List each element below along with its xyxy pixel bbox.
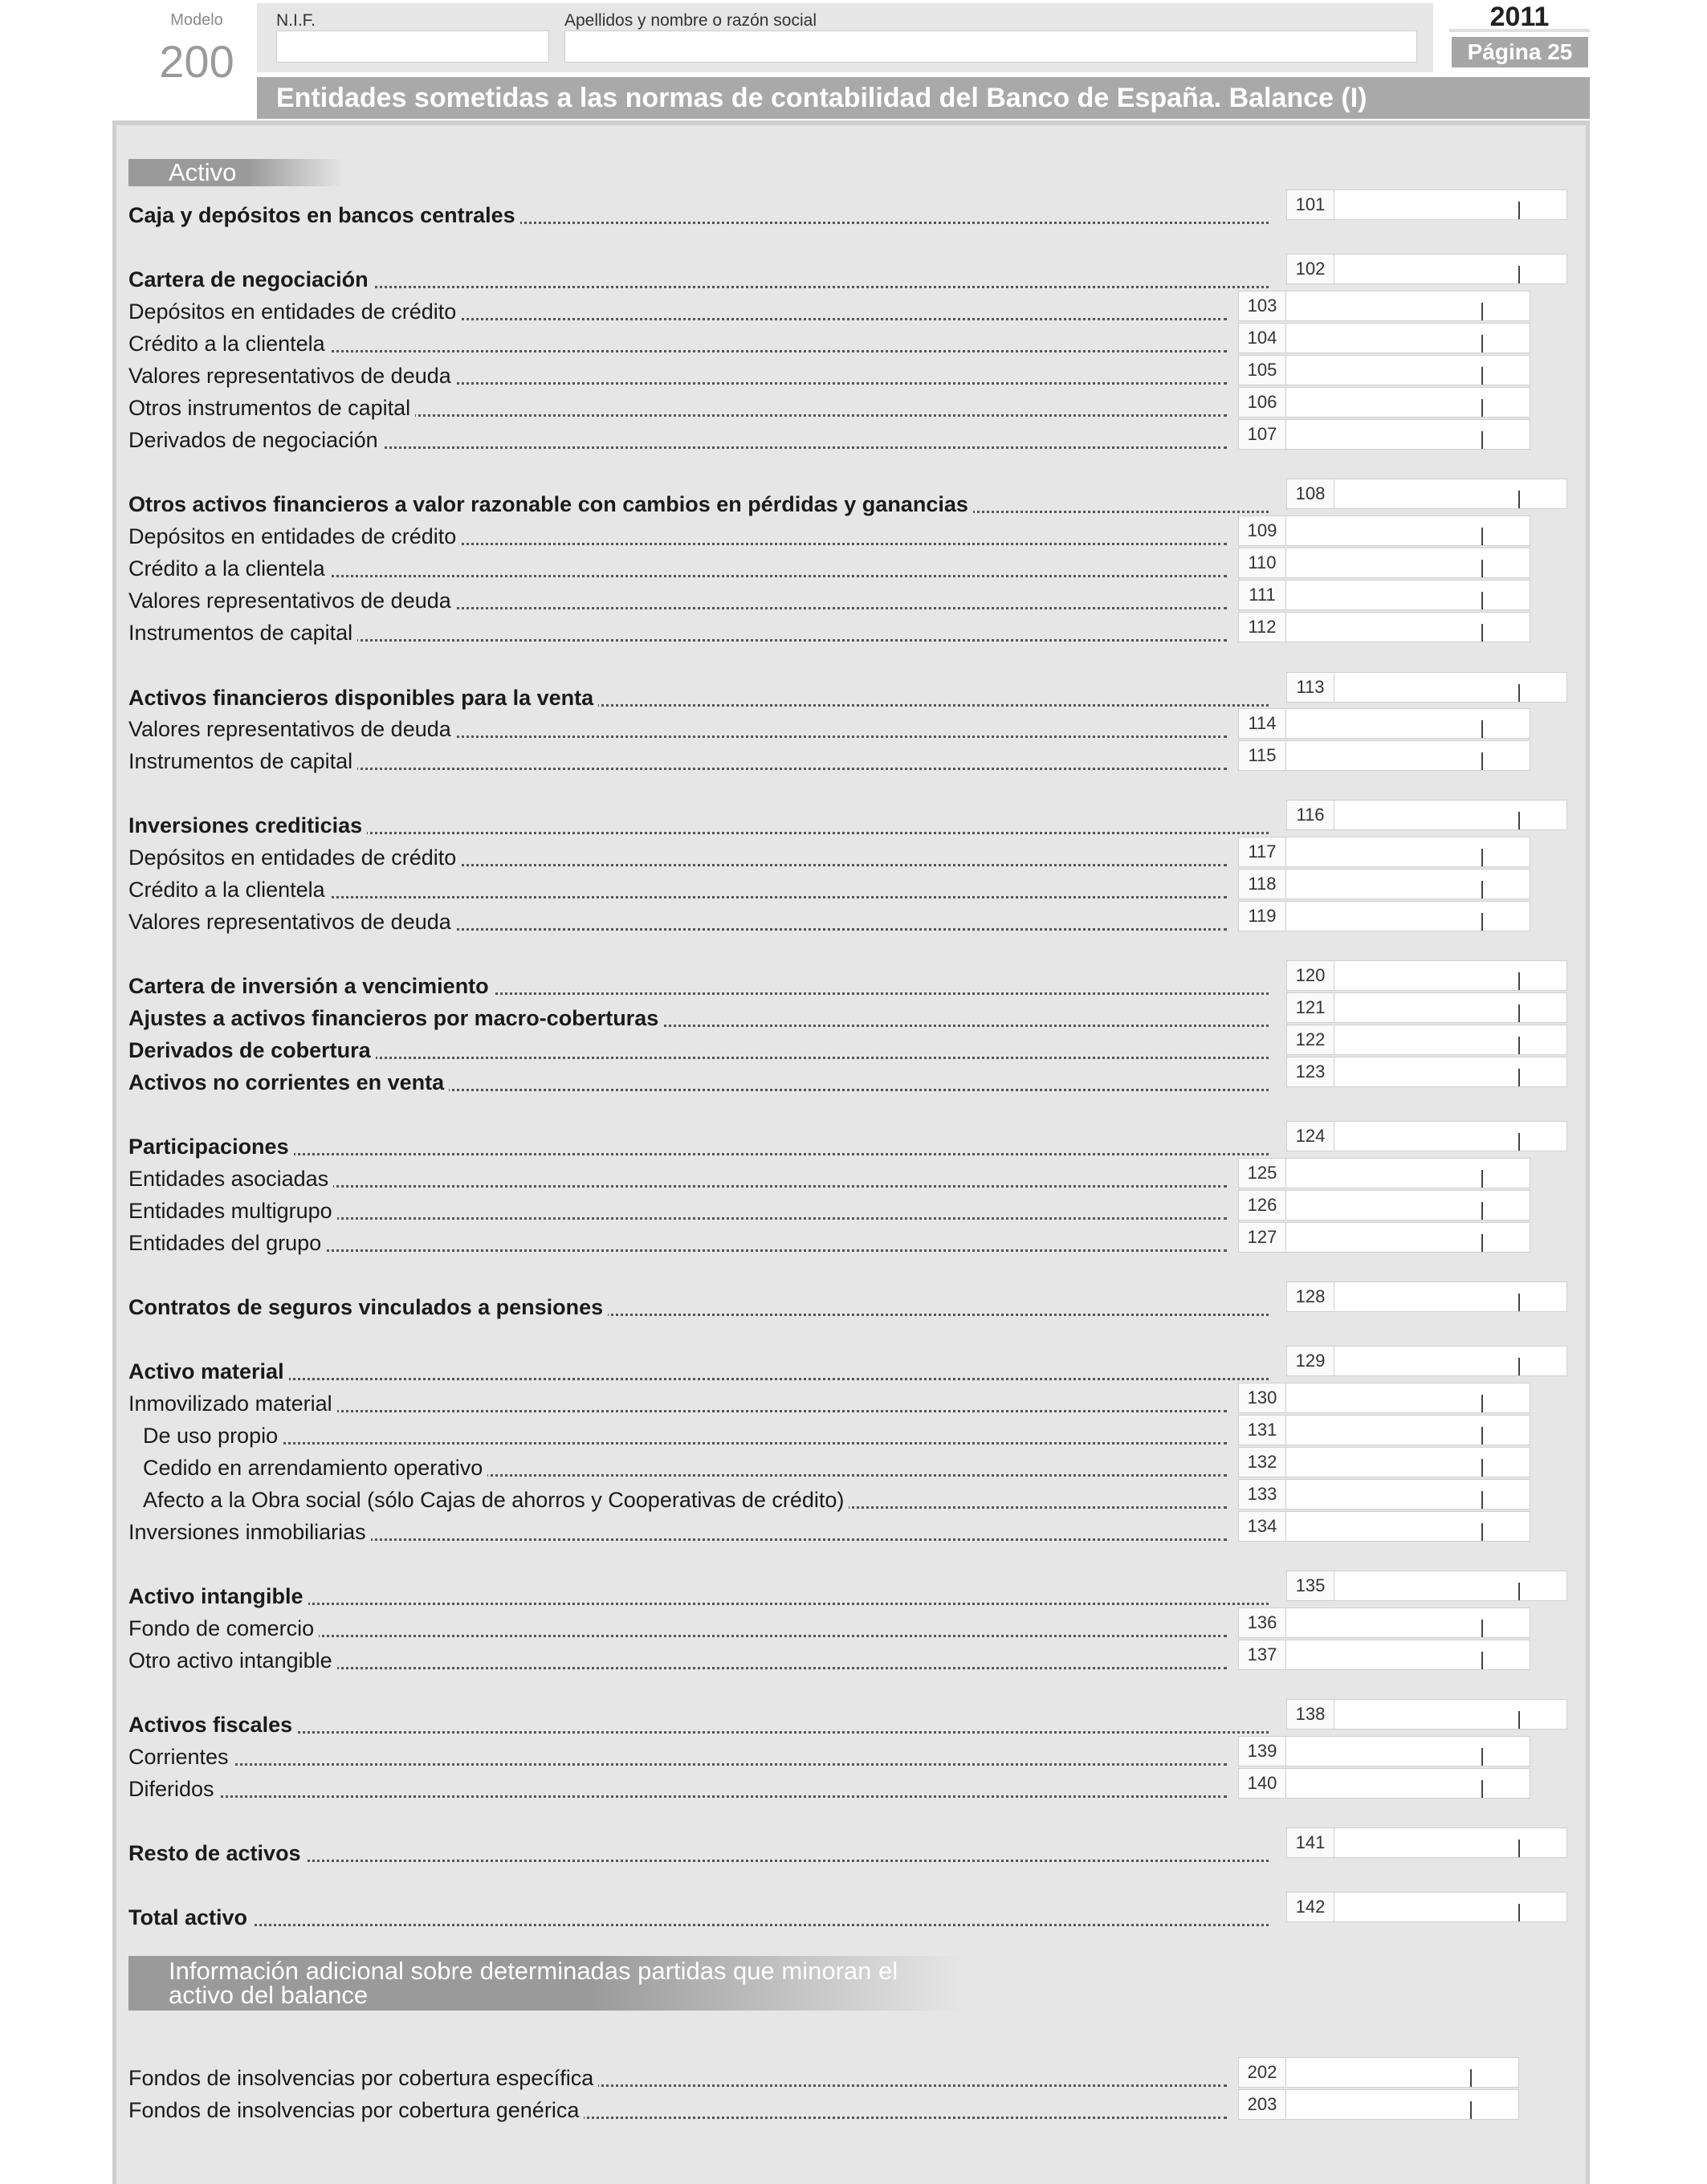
field-code: 117 (1239, 837, 1286, 866)
amount-field[interactable] (1286, 1121, 1567, 1151)
row-label (128, 488, 1269, 520)
row-label-text: Valores representativos de deuda (128, 717, 456, 741)
field-code: 202 (1239, 2058, 1286, 2087)
field-code: 203 (1239, 2090, 1286, 2119)
field-code: 125 (1239, 1159, 1286, 1188)
row-label-text: Depósitos en entidades de crédito (128, 299, 461, 324)
row-label (128, 1291, 1269, 1323)
amount-field[interactable] (1238, 355, 1530, 385)
row-label-text: Resto de activos (128, 1841, 306, 1865)
decimal-separator-mark (1481, 624, 1483, 642)
row-label (128, 874, 1227, 906)
field-code: 121 (1287, 993, 1334, 1022)
row-label (128, 1741, 1227, 1773)
decimal-separator-mark (1518, 1004, 1520, 1022)
field-code: 129 (1287, 1347, 1334, 1375)
field-code: 124 (1287, 1122, 1334, 1151)
amount-field[interactable] (1238, 1511, 1530, 1542)
form-row (128, 1286, 1574, 1323)
row-label (128, 1644, 1227, 1677)
field-code: 115 (1239, 741, 1286, 770)
amount-field[interactable] (1286, 1057, 1567, 1087)
row-label-text: Activos financieros disponibles para la venta (128, 686, 598, 710)
decimal-separator-mark (1481, 849, 1483, 866)
amount-field[interactable] (1238, 1607, 1530, 1638)
field-code: 109 (1239, 516, 1286, 545)
form-row (128, 1773, 1574, 1805)
decimal-separator-mark (1518, 1583, 1520, 1600)
row-label (128, 1484, 1227, 1516)
row-label (128, 1901, 1269, 1933)
row-label (128, 2094, 1227, 2126)
amount-field[interactable] (1238, 1640, 1530, 1670)
row-label-text: De uso propio (128, 1424, 283, 1448)
amount-field[interactable] (1238, 515, 1530, 546)
field-code: 103 (1239, 291, 1286, 320)
field-code: 131 (1239, 1416, 1286, 1444)
field-code: 107 (1239, 420, 1286, 449)
decimal-separator-mark (1518, 1358, 1520, 1375)
row-label-text: Activo intangible (128, 1584, 308, 1608)
row-label (128, 295, 1227, 328)
row-label-text: Total activo (128, 1905, 252, 1929)
row-label (128, 263, 1269, 295)
field-code: 132 (1239, 1448, 1286, 1477)
row-label-text: Diferidos (128, 1777, 219, 1801)
row-label-text: Cedido en arrendamiento operativo (128, 1456, 487, 1480)
name-label: Apellidos y nombre o razón social (564, 11, 817, 30)
amount-field[interactable] (1238, 708, 1530, 739)
form-row (128, 745, 1574, 777)
row-label (128, 1227, 1227, 1259)
decimal-separator-mark (1481, 335, 1483, 352)
decimal-separator-mark (1481, 1491, 1483, 1509)
row-label (128, 2062, 1227, 2094)
field-code: 126 (1239, 1191, 1286, 1220)
row-label (128, 841, 1227, 874)
row-label-text: Entidades del grupo (128, 1231, 326, 1255)
row-label-text: Depósitos en entidades de crédito (128, 524, 461, 548)
decimal-separator-mark (1481, 1170, 1483, 1188)
decimal-separator-mark (1481, 528, 1483, 545)
amount-field[interactable] (1286, 800, 1567, 830)
decimal-separator-mark (1518, 1904, 1520, 1921)
row-label-text: Crédito a la clientela (128, 556, 330, 581)
name-field[interactable] (564, 31, 1417, 63)
decimal-separator-mark (1470, 2101, 1472, 2119)
amount-field[interactable] (1286, 1346, 1567, 1376)
decimal-separator-mark (1481, 1748, 1483, 1766)
decimal-separator-mark (1481, 592, 1483, 609)
amount-field[interactable] (1238, 323, 1530, 353)
row-label (128, 1387, 1227, 1420)
row-label (128, 360, 1227, 392)
page-badge: Página 25 (1452, 37, 1588, 67)
amount-field[interactable] (1238, 1736, 1530, 1766)
amount-field[interactable] (1286, 254, 1567, 284)
form-row (128, 1832, 1574, 1869)
row-label (128, 1452, 1227, 1484)
row-label-text: Activos fiscales (128, 1713, 297, 1737)
amount-field[interactable] (1238, 2057, 1519, 2088)
row-label (128, 1195, 1227, 1227)
field-code: 139 (1239, 1737, 1286, 1766)
section-info-heading: Información adicional sobre determinadas partidas que minoran el activo del balance (128, 1956, 963, 2011)
decimal-separator-mark (1481, 1523, 1483, 1541)
amount-field[interactable] (1286, 479, 1567, 509)
decimal-separator-mark (1518, 266, 1520, 283)
row-label-text: Valores representativos de deuda (128, 364, 456, 388)
amount-field[interactable] (1238, 387, 1530, 418)
decimal-separator-mark (1481, 1780, 1483, 1798)
field-code: 112 (1239, 613, 1286, 642)
row-label-text: Cartera de inversión a vencimiento (128, 974, 494, 998)
amount-field[interactable] (1238, 1383, 1530, 1413)
form-row (128, 906, 1574, 938)
form-row (128, 1516, 1574, 1548)
amount-field[interactable] (1286, 672, 1567, 703)
row-label (128, 617, 1227, 649)
row-label (128, 1131, 1269, 1163)
decimal-separator-mark (1481, 720, 1483, 738)
row-label-text: Inversiones inmobiliarias (128, 1520, 371, 1544)
amount-field[interactable] (1238, 419, 1530, 450)
field-code: 142 (1287, 1893, 1334, 1921)
amount-field[interactable] (1286, 189, 1567, 220)
amount-field[interactable] (1286, 1025, 1567, 1055)
row-label (128, 585, 1227, 617)
row-label (128, 1837, 1269, 1869)
row-label-text: Depósitos en entidades de crédito (128, 845, 461, 870)
row-label (128, 1612, 1227, 1644)
nif-field[interactable] (276, 31, 549, 63)
amount-field[interactable] (1286, 1281, 1567, 1312)
row-label (128, 424, 1227, 456)
row-label (128, 1709, 1269, 1741)
form-row (128, 617, 1574, 649)
row-label (128, 328, 1227, 360)
decimal-separator-mark (1518, 972, 1520, 990)
decimal-separator-mark (1518, 491, 1520, 508)
decimal-separator-mark (1518, 202, 1520, 219)
field-code: 122 (1287, 1025, 1334, 1054)
decimal-separator-mark (1470, 2069, 1472, 2087)
decimal-separator-mark (1518, 1840, 1520, 1857)
form-row (128, 194, 1574, 231)
form-row (128, 1644, 1574, 1677)
decimal-separator-mark (1481, 1395, 1483, 1412)
form-row (128, 1227, 1574, 1259)
field-code: 120 (1287, 961, 1334, 990)
decimal-separator-mark (1481, 1427, 1483, 1444)
decimal-separator-mark (1481, 1620, 1483, 1637)
decimal-separator-mark (1481, 881, 1483, 898)
amount-field[interactable] (1238, 2089, 1519, 2120)
section-activo-heading: Activo (128, 159, 344, 186)
field-code: 110 (1239, 548, 1286, 577)
row-label-text: Fondo de comercio (128, 1616, 319, 1640)
decimal-separator-mark (1481, 1459, 1483, 1477)
row-label-text: Fondos de insolvencias por cobertura genérica (128, 2098, 584, 2122)
row-label (128, 1355, 1269, 1387)
amount-field[interactable] (1286, 960, 1567, 991)
field-code: 137 (1239, 1640, 1286, 1669)
row-label (128, 906, 1227, 938)
row-label (128, 1516, 1227, 1548)
form-row (128, 2094, 1574, 2126)
field-code: 108 (1287, 479, 1334, 508)
row-label-text: Entidades asociadas (128, 1167, 333, 1191)
amount-field[interactable] (1238, 1190, 1530, 1220)
field-code: 111 (1239, 581, 1286, 609)
row-label-text: Crédito a la clientela (128, 332, 330, 356)
amount-field[interactable] (1238, 837, 1530, 867)
field-code: 140 (1239, 1769, 1286, 1798)
field-code: 128 (1287, 1282, 1334, 1311)
amount-field[interactable] (1238, 740, 1530, 771)
row-label-text: Corrientes (128, 1745, 234, 1769)
field-code: 123 (1287, 1057, 1334, 1086)
row-label-text: Otros instrumentos de capital (128, 396, 415, 420)
decimal-separator-mark (1481, 560, 1483, 577)
row-label-text: Fondos de insolvencias por cobertura específica (128, 2066, 598, 2090)
row-label-text: Derivados de negociación (128, 428, 383, 452)
decimal-separator-mark (1481, 1234, 1483, 1252)
row-label (128, 809, 1269, 841)
row-label (128, 199, 1269, 231)
decimal-separator-mark (1481, 1652, 1483, 1669)
field-code: 104 (1239, 324, 1286, 352)
amount-field[interactable] (1286, 1827, 1567, 1858)
amount-field[interactable] (1238, 1415, 1530, 1445)
amount-field[interactable] (1238, 291, 1530, 321)
row-label-text: Instrumentos de capital (128, 621, 357, 645)
field-code: 119 (1239, 902, 1286, 931)
field-code: 138 (1287, 1700, 1334, 1729)
row-label-text: Entidades multigrupo (128, 1199, 337, 1223)
amount-field[interactable] (1238, 901, 1530, 931)
row-label-text: Otro activo intangible (128, 1648, 337, 1673)
row-label-text: Activos no corrientes en venta (128, 1070, 449, 1094)
row-label (128, 713, 1227, 745)
row-label (128, 745, 1227, 777)
amount-field[interactable] (1286, 1892, 1567, 1922)
field-code: 127 (1239, 1223, 1286, 1252)
year-label: 2011 (1449, 2, 1590, 32)
amount-field[interactable] (1238, 1222, 1530, 1253)
decimal-separator-mark (1518, 1294, 1520, 1311)
row-label (128, 552, 1227, 585)
amount-field[interactable] (1238, 1479, 1530, 1510)
row-label-text: Ajustes a activos financieros por macro-coberturas (128, 1006, 663, 1030)
amount-field[interactable] (1238, 612, 1530, 642)
row-label (128, 392, 1227, 424)
row-label-text: Caja y depósitos en bancos centrales (128, 203, 520, 227)
modelo-number: 200 (159, 36, 234, 87)
row-label-text: Contratos de seguros vinculados a pensiones (128, 1295, 608, 1319)
form-row (128, 424, 1574, 456)
form-row (128, 1061, 1574, 1098)
decimal-separator-mark (1481, 367, 1483, 385)
row-label (128, 970, 1269, 1002)
decimal-separator-mark (1518, 812, 1520, 829)
nif-label: N.I.F. (276, 11, 316, 30)
field-code: 114 (1239, 709, 1286, 738)
row-label-text: Cartera de negociación (128, 267, 373, 291)
row-label-text: Activo material (128, 1359, 289, 1383)
modelo-label: Modelo (170, 11, 223, 29)
row-label-text: Afecto a la Obra social (sólo Cajas de ahorros y Cooperativas de crédito) (128, 1488, 849, 1512)
decimal-separator-mark (1518, 1711, 1520, 1729)
row-label-text: Valores representativos de deuda (128, 910, 456, 934)
page-title: Entidades sometidas a las normas de contabilidad del Banco de España. Balance (I) (257, 77, 1590, 119)
decimal-separator-mark (1481, 752, 1483, 770)
decimal-separator-mark (1481, 303, 1483, 320)
amount-field[interactable] (1238, 1158, 1530, 1188)
row-label (128, 1034, 1269, 1066)
field-code: 101 (1287, 190, 1334, 219)
row-label-text: Instrumentos de capital (128, 749, 357, 773)
decimal-separator-mark (1518, 684, 1520, 702)
field-code: 118 (1239, 870, 1286, 898)
decimal-separator-mark (1518, 1069, 1520, 1086)
field-code: 102 (1287, 255, 1334, 283)
decimal-separator-mark (1481, 431, 1483, 449)
form-row (128, 1897, 1574, 1933)
row-label (128, 1773, 1227, 1805)
row-label-text: Otros activos financieros a valor razonable con cambios en pérdidas y ganancias (128, 492, 973, 516)
amount-field[interactable] (1238, 1447, 1530, 1477)
row-label (128, 1163, 1227, 1195)
row-label (128, 1002, 1269, 1034)
row-label-text: Participaciones (128, 1135, 294, 1159)
row-label-text: Crédito a la clientela (128, 878, 330, 902)
field-code: 133 (1239, 1480, 1286, 1509)
amount-field[interactable] (1238, 548, 1530, 578)
decimal-separator-mark (1518, 1037, 1520, 1054)
amount-field[interactable] (1286, 1571, 1567, 1601)
field-code: 106 (1239, 388, 1286, 417)
field-code: 130 (1239, 1383, 1286, 1412)
amount-field[interactable] (1238, 869, 1530, 899)
field-code: 136 (1239, 1608, 1286, 1637)
decimal-separator-mark (1481, 1202, 1483, 1220)
row-label-text: Inversiones crediticias (128, 813, 367, 837)
field-code: 134 (1239, 1512, 1286, 1541)
row-label-text: Valores representativos de deuda (128, 589, 456, 613)
row-label (128, 682, 1269, 714)
row-label (128, 520, 1227, 552)
field-code: 105 (1239, 356, 1286, 385)
row-label (128, 1420, 1227, 1452)
row-label (128, 1066, 1269, 1098)
decimal-separator-mark (1481, 399, 1483, 417)
amount-field[interactable] (1238, 580, 1530, 610)
field-code: 113 (1287, 673, 1334, 702)
row-label-text: Derivados de cobertura (128, 1038, 376, 1062)
amount-field[interactable] (1286, 992, 1567, 1023)
decimal-separator-mark (1518, 1133, 1520, 1151)
decimal-separator-mark (1481, 913, 1483, 931)
amount-field[interactable] (1286, 1699, 1567, 1730)
field-code: 116 (1287, 801, 1334, 829)
amount-field[interactable] (1238, 1768, 1530, 1799)
row-label (128, 1580, 1269, 1612)
field-code: 141 (1287, 1828, 1334, 1857)
row-label-text: Inmovilizado material (128, 1391, 337, 1416)
field-code: 135 (1287, 1571, 1334, 1600)
